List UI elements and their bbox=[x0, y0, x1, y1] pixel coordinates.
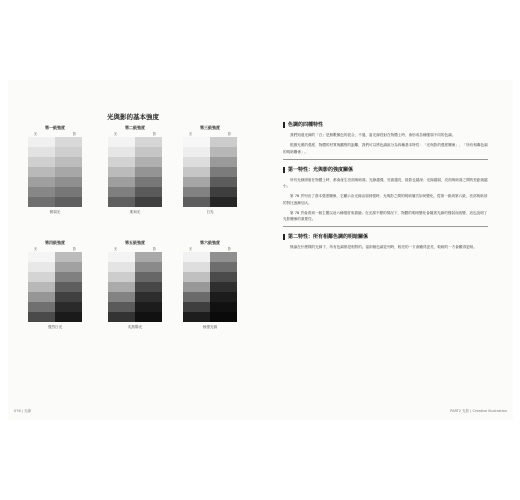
light-swatch bbox=[135, 147, 162, 157]
light-swatch bbox=[55, 292, 82, 302]
light-swatch bbox=[210, 302, 237, 312]
shadow-swatch bbox=[183, 282, 210, 292]
shadow-swatch bbox=[28, 167, 55, 177]
light-swatch bbox=[55, 302, 82, 312]
tone-steps bbox=[108, 252, 162, 322]
shadow-swatch bbox=[183, 187, 210, 197]
panel-subhead: 影 bbox=[152, 132, 156, 136]
tone-step bbox=[108, 312, 162, 322]
tone-step bbox=[183, 312, 237, 322]
panel-subhead: 影 bbox=[72, 247, 76, 251]
section-heading-text: 第二特性：所有相鄰色調的明暗關係 bbox=[288, 234, 369, 241]
light-swatch bbox=[135, 302, 162, 312]
section-heading bbox=[283, 122, 488, 128]
shadow-swatch bbox=[108, 282, 135, 292]
panel-title: 第四級強度 bbox=[45, 240, 65, 245]
right-page bbox=[263, 80, 513, 420]
shadow-swatch bbox=[108, 177, 135, 187]
tone-step bbox=[28, 282, 82, 292]
tone-step bbox=[183, 147, 237, 157]
shadow-swatch bbox=[28, 137, 55, 147]
tone-step bbox=[28, 292, 82, 302]
shadow-swatch bbox=[28, 292, 55, 302]
light-swatch bbox=[210, 147, 237, 157]
light-swatch bbox=[55, 157, 82, 167]
light-swatch bbox=[210, 292, 237, 302]
light-swatch bbox=[210, 177, 237, 187]
light-swatch bbox=[55, 252, 82, 262]
tone-step bbox=[183, 157, 237, 167]
light-swatch bbox=[135, 177, 162, 187]
tone-step bbox=[108, 282, 162, 292]
shadow-swatch bbox=[28, 157, 55, 167]
shadow-swatch bbox=[108, 272, 135, 282]
light-swatch bbox=[55, 147, 82, 157]
light-swatch bbox=[135, 167, 162, 177]
tone-step bbox=[28, 147, 82, 157]
tone-step bbox=[183, 272, 237, 282]
panel-title: 第一級強度 bbox=[45, 125, 65, 130]
body-paragraph: 第 78 頁會看到一個主題以這六種強度來描繪。在光源不變的情況下，物體的明暗變化會隨著光線的強弱而改變，這也說明了光影關係的重要性。 bbox=[283, 210, 488, 222]
tone-step bbox=[108, 167, 162, 177]
article-text bbox=[283, 115, 488, 255]
shadow-swatch bbox=[108, 252, 135, 262]
light-swatch bbox=[135, 262, 162, 272]
shadow-swatch bbox=[183, 137, 210, 147]
tone-steps bbox=[28, 252, 82, 322]
light-swatch bbox=[135, 292, 162, 302]
light-swatch bbox=[210, 167, 237, 177]
light-swatch bbox=[210, 187, 237, 197]
shadow-swatch bbox=[108, 197, 135, 207]
tone-step bbox=[28, 157, 82, 167]
shadow-swatch bbox=[28, 272, 55, 282]
section-heading bbox=[283, 167, 488, 173]
light-swatch bbox=[55, 177, 82, 187]
tone-step bbox=[28, 272, 82, 282]
panel-title: 第五級強度 bbox=[125, 240, 145, 245]
panel-caption: 柔和光 bbox=[129, 210, 141, 214]
tone-step bbox=[28, 197, 82, 207]
light-swatch bbox=[135, 272, 162, 282]
intensity-panel bbox=[108, 125, 162, 215]
panel-subheads bbox=[183, 131, 237, 136]
shadow-swatch bbox=[108, 157, 135, 167]
tone-step bbox=[108, 147, 162, 157]
shadow-swatch bbox=[108, 292, 135, 302]
tone-step bbox=[183, 262, 237, 272]
tone-step bbox=[28, 252, 82, 262]
section-rule bbox=[283, 226, 488, 227]
shadow-swatch bbox=[28, 262, 55, 272]
tone-step bbox=[108, 292, 162, 302]
light-swatch bbox=[135, 137, 162, 147]
tone-step bbox=[108, 197, 162, 207]
light-swatch bbox=[210, 282, 237, 292]
light-swatch bbox=[135, 187, 162, 197]
body-paragraph: 我們知道光線的「白」是無數顏色的混合，不過，當光線投射在物體上時，會形成各種強弱不同的色調。 bbox=[290, 133, 456, 138]
light-swatch bbox=[210, 157, 237, 167]
panel-subhead: 光 bbox=[114, 132, 118, 136]
light-swatch bbox=[55, 262, 82, 272]
light-swatch bbox=[210, 312, 237, 322]
panel-subhead: 影 bbox=[227, 132, 231, 136]
shadow-swatch bbox=[28, 282, 55, 292]
panel-subhead: 光 bbox=[34, 132, 38, 136]
shadow-swatch bbox=[28, 187, 55, 197]
light-swatch bbox=[55, 272, 82, 282]
panel-title: 第三級強度 bbox=[200, 125, 220, 130]
tone-step bbox=[108, 302, 162, 312]
left-page bbox=[8, 80, 258, 420]
tone-step bbox=[108, 187, 162, 197]
figure-title: 光與影的基本強度 bbox=[107, 113, 159, 121]
heading-marker bbox=[283, 122, 285, 128]
light-swatch bbox=[210, 272, 237, 282]
light-swatch bbox=[55, 312, 82, 322]
shadow-swatch bbox=[28, 147, 55, 157]
section-heading-text: 第一特性：光與影的強度關係 bbox=[288, 166, 354, 173]
shadow-swatch bbox=[108, 187, 135, 197]
heading-marker bbox=[283, 234, 285, 240]
tone-step bbox=[183, 187, 237, 197]
panel-subheads bbox=[28, 131, 82, 136]
light-swatch bbox=[55, 282, 82, 292]
body-paragraph: 無論在什麼樣的光線下，所有色調都是相對的。當兩個色調並列時，較亮的一方會顯得更亮，較暗的一方會顯得更暗。 bbox=[290, 245, 477, 250]
shadow-swatch bbox=[183, 272, 210, 282]
panel-caption: 炙熱陽光 bbox=[127, 325, 143, 329]
tone-step bbox=[183, 252, 237, 262]
shadow-swatch bbox=[183, 197, 210, 207]
panel-subheads bbox=[183, 246, 237, 251]
tone-step bbox=[108, 252, 162, 262]
shadow-swatch bbox=[183, 312, 210, 322]
panel-caption: 微弱光 bbox=[49, 210, 61, 214]
panel-caption: 日光 bbox=[206, 210, 214, 214]
shadow-swatch bbox=[28, 312, 55, 322]
light-swatch bbox=[135, 282, 162, 292]
shadow-swatch bbox=[108, 147, 135, 157]
light-swatch bbox=[55, 197, 82, 207]
intensity-panel bbox=[183, 125, 237, 215]
section-heading-text: 色調的四種特性 bbox=[288, 122, 324, 128]
tone-step bbox=[108, 262, 162, 272]
tone-step bbox=[183, 197, 237, 207]
shadow-swatch bbox=[108, 262, 135, 272]
light-swatch bbox=[135, 312, 162, 322]
light-swatch bbox=[55, 187, 82, 197]
tone-step bbox=[28, 262, 82, 272]
intensity-panel bbox=[28, 240, 82, 330]
panel-subhead: 影 bbox=[152, 247, 156, 251]
shadow-swatch bbox=[28, 177, 55, 187]
shadow-swatch bbox=[28, 197, 55, 207]
body-paragraph: 第 76 頁列出了基本強度關係，它顯示出光線由弱到強時，光與影之間的明暗層次如何變化。從第一級到第六級，亮部與暗部的對比逐漸加大。 bbox=[283, 194, 488, 205]
light-swatch bbox=[135, 252, 162, 262]
panel-subheads bbox=[28, 246, 82, 251]
tone-step bbox=[183, 282, 237, 292]
panel-title: 第二級強度 bbox=[125, 125, 145, 130]
shadow-swatch bbox=[183, 252, 210, 262]
light-swatch bbox=[135, 197, 162, 207]
panel-caption: 強烈日光 bbox=[47, 325, 63, 329]
shadow-swatch bbox=[183, 177, 210, 187]
light-swatch bbox=[55, 137, 82, 147]
tone-step bbox=[28, 187, 82, 197]
tone-step bbox=[183, 137, 237, 147]
tone-step bbox=[28, 167, 82, 177]
tone-step bbox=[108, 272, 162, 282]
body-paragraph: 所有光線照射在物體上時，都會產生亮面與暗面。光線越強，亮面越亮，陰影也越深；光線越弱，亮面與暗面之間的差距就越小。 bbox=[283, 178, 488, 189]
panel-title: 第六級強度 bbox=[200, 240, 220, 245]
shadow-swatch bbox=[183, 167, 210, 177]
shadow-swatch bbox=[183, 157, 210, 167]
panel-subhead: 光 bbox=[189, 132, 193, 136]
tone-step bbox=[28, 137, 82, 147]
shadow-swatch bbox=[108, 167, 135, 177]
light-swatch bbox=[210, 137, 237, 147]
section-heading bbox=[283, 234, 488, 240]
panel-subhead: 光 bbox=[34, 247, 38, 251]
panel-subhead: 影 bbox=[72, 132, 76, 136]
tone-step bbox=[183, 177, 237, 187]
left-folio: 076 | 光線 bbox=[14, 409, 32, 413]
panel-subheads bbox=[108, 246, 162, 251]
tone-step bbox=[28, 302, 82, 312]
light-swatch bbox=[210, 252, 237, 262]
tone-step bbox=[108, 157, 162, 167]
shadow-swatch bbox=[108, 302, 135, 312]
tone-steps bbox=[28, 137, 82, 207]
shadow-swatch bbox=[28, 252, 55, 262]
intensity-panel bbox=[183, 240, 237, 330]
panel-subhead: 影 bbox=[227, 247, 231, 251]
panel-subheads bbox=[108, 131, 162, 136]
shadow-swatch bbox=[108, 137, 135, 147]
shadow-swatch bbox=[28, 302, 55, 312]
tone-steps bbox=[183, 137, 237, 207]
tone-step bbox=[108, 137, 162, 147]
heading-marker bbox=[283, 167, 285, 173]
panel-subhead: 光 bbox=[114, 247, 118, 251]
shadow-swatch bbox=[183, 302, 210, 312]
tone-step bbox=[108, 177, 162, 187]
tone-step bbox=[183, 167, 237, 177]
intensity-panel bbox=[108, 240, 162, 330]
shadow-swatch bbox=[108, 312, 135, 322]
light-swatch bbox=[210, 197, 237, 207]
tone-steps bbox=[108, 137, 162, 207]
right-folio: PART2 光影 | Creative Illustration bbox=[450, 409, 507, 413]
shadow-swatch bbox=[183, 262, 210, 272]
book-spread bbox=[8, 80, 513, 420]
tone-step bbox=[183, 292, 237, 302]
light-swatch bbox=[210, 262, 237, 272]
tone-step bbox=[28, 312, 82, 322]
light-swatch bbox=[55, 167, 82, 177]
tone-step bbox=[183, 302, 237, 312]
light-swatch bbox=[135, 157, 162, 167]
shadow-swatch bbox=[183, 147, 210, 157]
shadow-swatch bbox=[183, 292, 210, 302]
body-paragraph: 根據光照的強度、物體的材質與觀察的距離，我們可以將色調區分為四種基本特性：「光與影的強度關係」、「所有相鄰色調的明暗關係」。 bbox=[283, 143, 488, 154]
section-rule bbox=[283, 159, 488, 160]
panel-subhead: 光 bbox=[189, 247, 193, 251]
tone-step bbox=[28, 177, 82, 187]
intensity-panel bbox=[28, 125, 82, 215]
tone-steps bbox=[183, 252, 237, 322]
panel-caption: 極強光源 bbox=[202, 325, 218, 329]
